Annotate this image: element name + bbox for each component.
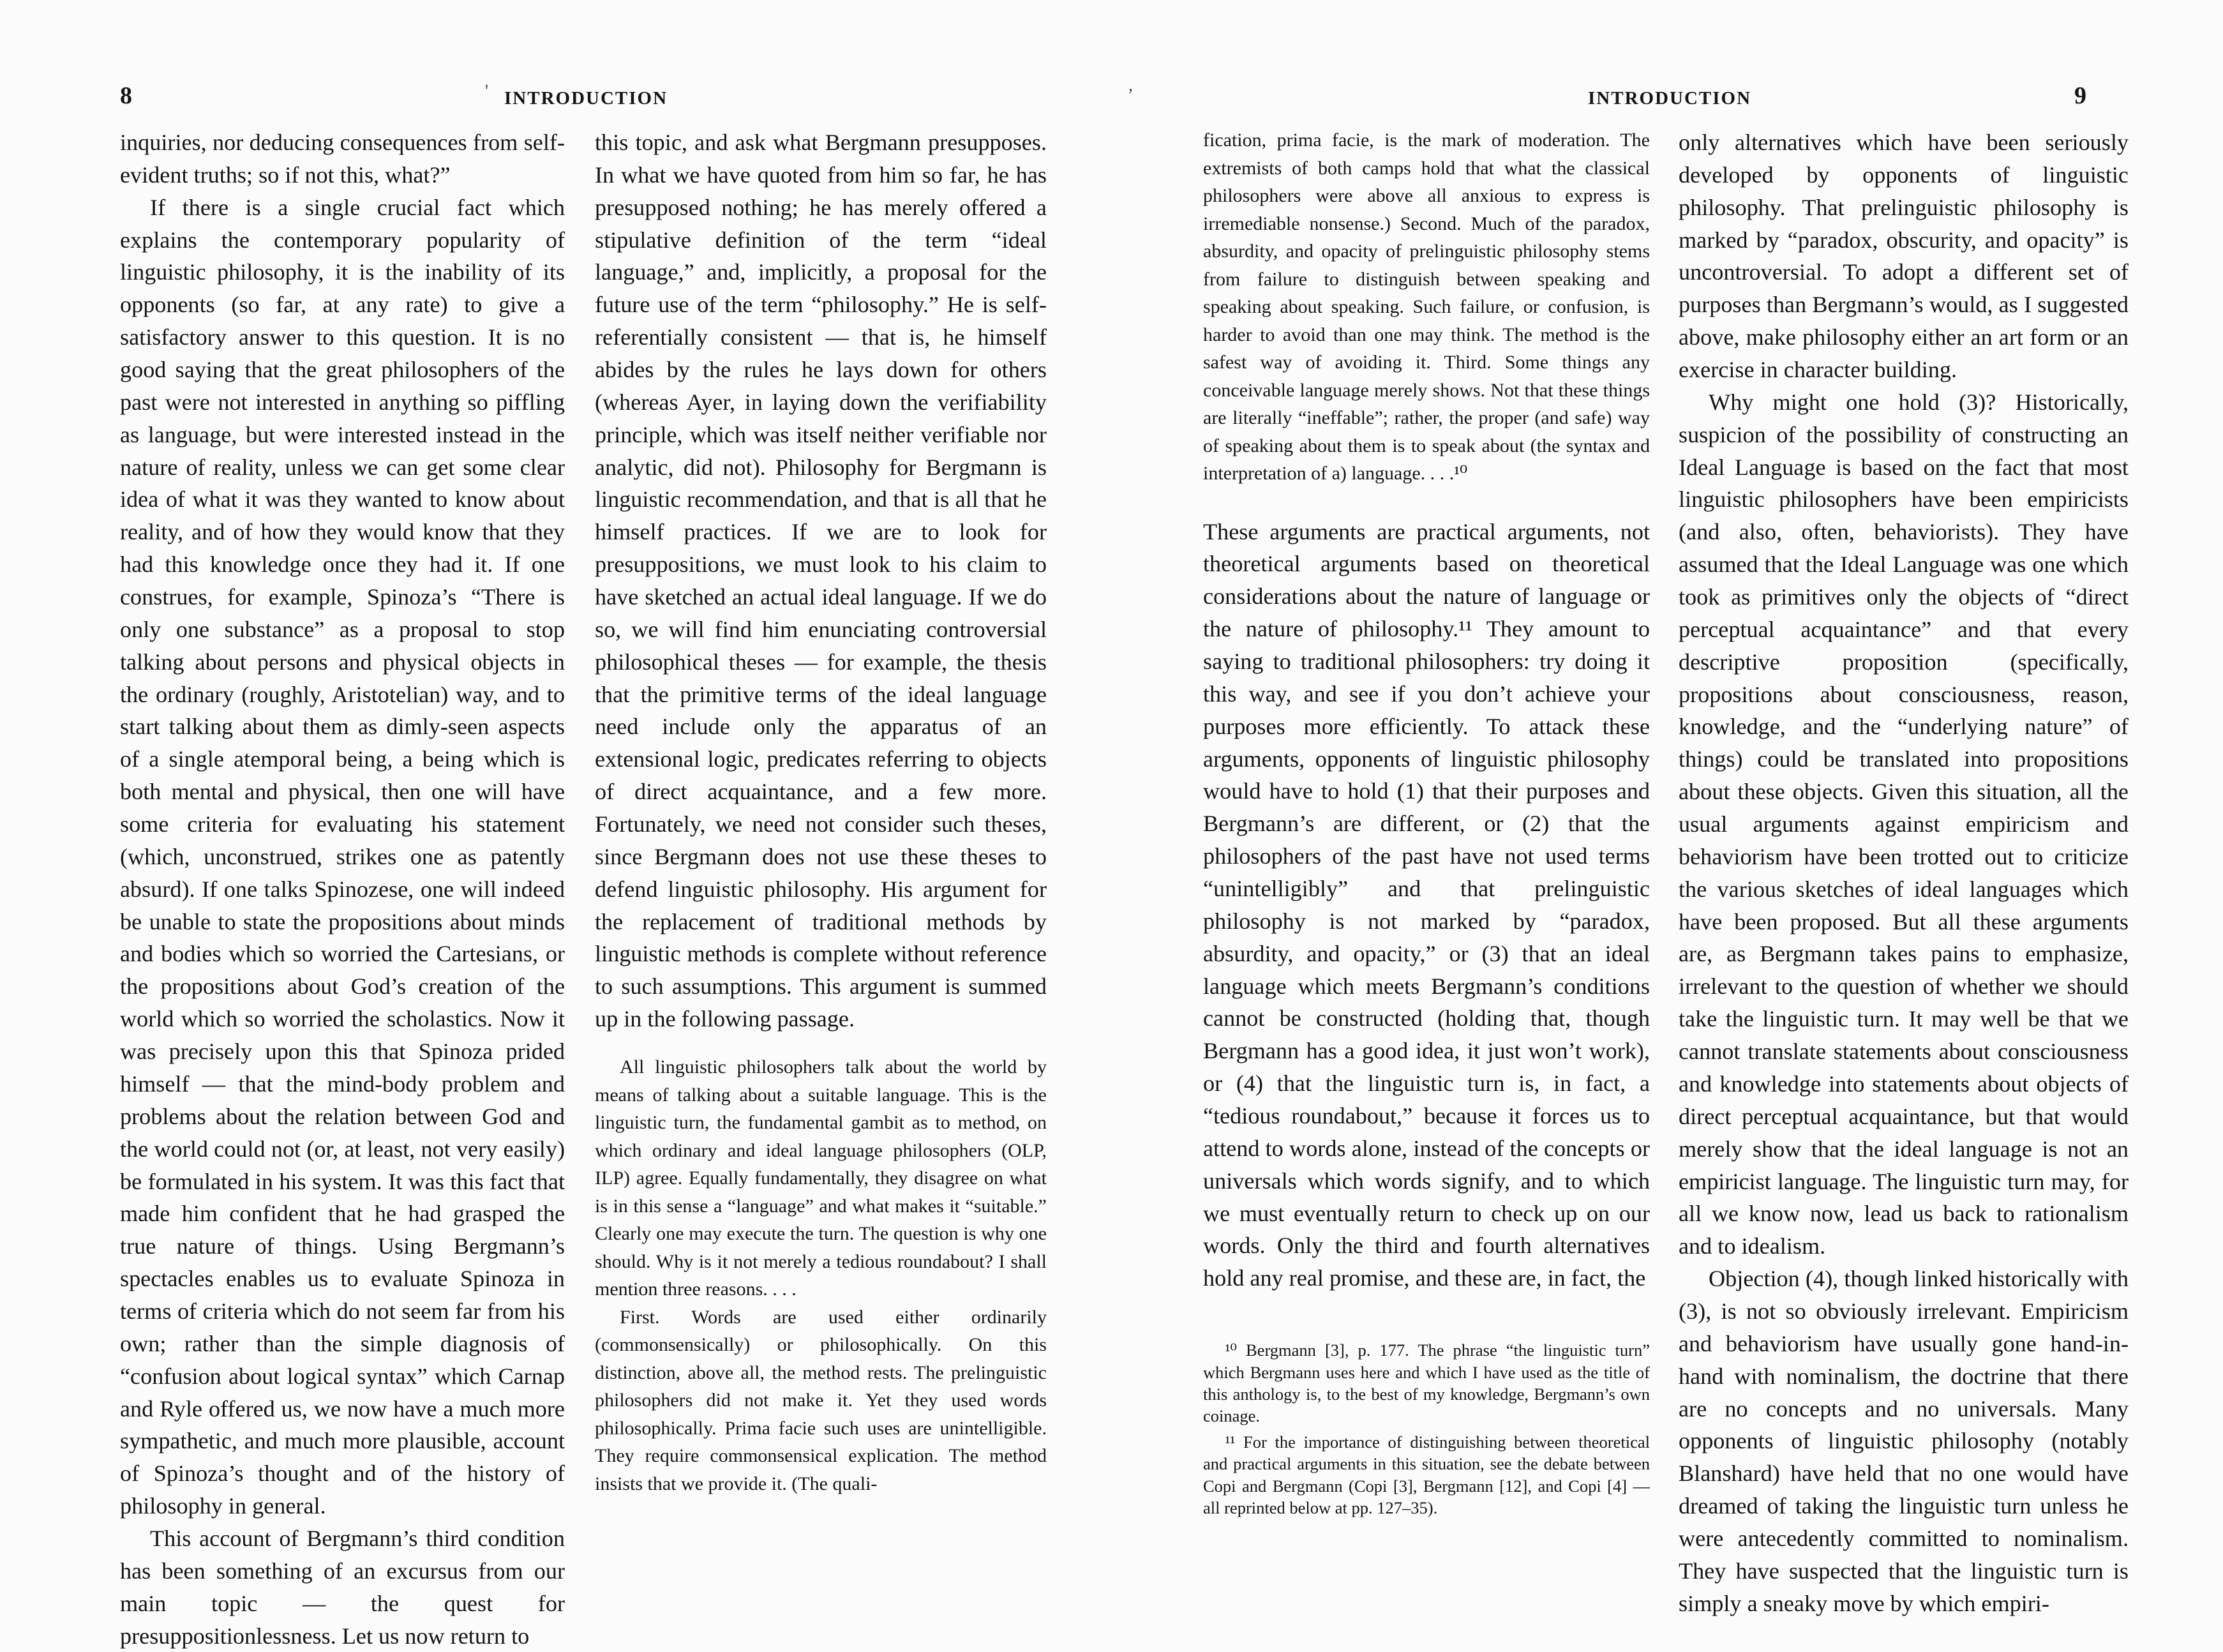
footnote: ¹⁰ Bergmann [3], p. 177. The phrase “the linguistic turn” which Bergmann uses here and which I have used as the title of this anthology is, to the best of my knowledge, Bergmann’s own coinage. <box>1203 1340 1650 1426</box>
paragraph: only alternatives which have been seriously developed by opponents of linguistic philosophy. That prelinguistic philosophy is marked by “paradox, obscurity, and opacity” is uncontroversial. To adopt a different set of purposes than Bergmann’s would, as I suggested above, make philosophy either an art form or an exercise in character building. <box>1679 130 2129 383</box>
paragraph: Objection (4), though linked historically with (3), is not so obviously irrelevant. Empiricism and behaviorism have usually gone hand-in-hand with nominalism, the doctrine that there are no concepts and no universals. Many opponents of linguistic philosophy (notably Blanshard) have held that no one would have dreamed of taking the linguistic turn unless he were antecedently committed to nominalism. They have suspected that the linguistic turn is simply a sneaky move by which empiri- <box>1679 1266 2129 1616</box>
right-column-2 <box>1679 126 2129 1620</box>
footnote: ¹¹ For the importance of distinguishing between theoretical and practical arguments in this situation, see the debate between Copi and Bergmann (Copi [3], Bergmann [12], and Copi [4] — all reprinted below at pp. 127–35). <box>1203 1432 1650 1518</box>
block-quote <box>595 1053 1047 1498</box>
print-speck: ' <box>485 82 489 101</box>
footnotes <box>1203 1339 1650 1519</box>
left-column-2 <box>595 126 1047 1498</box>
left-column-1 <box>120 126 565 1652</box>
paragraph: These arguments are practical arguments, not theoretical arguments based on theoretical considerations about the nature of language or the nature of philosophy.¹¹ They amount to saying to traditional philosophers: try doing it this way, and see if you don’t achieve your purposes more efficiently. To attack these arguments, opponents of linguistic philosophy would have to hold (1) that their purposes and Bergmann’s are different, or (2) that the philosophers of the past have not used terms “unintelligibly” and that prelinguistic philosophy is not marked by “paradox, absurdity, and opacity,” or (3) that an ideal language which meets Bergmann’s conditions cannot be constructed (holding that, though Bergmann has a good idea, it just won’t work), or (4) that the linguistic turn is, in fact, a “tedious roundabout,” because it forces us to attend to words alone, instead of the concepts or universals which words signify, and to which we must eventually return to check up on our words. Only the third and fourth alternatives hold any real promise, and these are, in fact, the <box>1203 518 1650 1291</box>
left-running-head: INTRODUCTION <box>504 88 668 109</box>
quote-paragraph: First. Words are used either ordinarily (commonsensically) or philosophically. On this distinction, above all, the method rests. The prelinguistic philosophers did not make it. Yet they used words philosophically. Prima facie such uses are unintelligible. They require commonsensical explication. The method insists that we provide it. (The quali- <box>595 1306 1047 1494</box>
right-column-1 <box>1203 126 1650 1523</box>
quote-paragraph: All linguistic philosophers talk about the world by means of talking about a suitable language. This is the linguistic turn, the fundamental gambit as to method, on which ordinary and ideal language philosophers (OLP, ILP) agree. Equally fundamentally, they disagree on what is in this sense a “language” and what makes it “suitable.” Clearly one may execute the turn. The question is why one should. Why is it not merely a tedious roundabout? I shall mention three reasons. . . . <box>595 1056 1047 1300</box>
paragraph: this topic, and ask what Bergmann presupposes. In what we have quoted from him so far, he has presupposed nothing; he has merely offered a stipulative definition of the term “ideal language,” and, implicitly, a proposal for the future use of the term “philosophy.” He is self-referentially consistent — that is, he himself abides by the rules he lays down for others (whereas Ayer, in laying down the verifiability principle, which was itself neither verifiable nor analytic, did not). Philosophy for Bergmann is linguistic recommendation, and that is all that he himself practices. If we are to look for presuppositions, we must look to his claim to have sketched an actual ideal language. If we do so, we will find him enunciating controversial philosophical theses — for example, the thesis that the primitive terms of the ideal language need include only the apparatus of an extensional logic, predicates referring to objects of direct acquaintance, and a few more. Fortunately, we need not consider such theses, since Bergmann does not use these theses to defend linguistic philosophy. His argument for the replacement of traditional methods by linguistic methods is complete without reference to such assumptions. This argument is summed up in the following passage. <box>595 130 1047 1032</box>
left-page-number: 8 <box>120 82 132 109</box>
right-running-head: INTRODUCTION <box>1588 88 1752 109</box>
right-page-number: 9 <box>2074 82 2086 109</box>
paragraph: Why might one hold (3)? Historically, suspicion of the possibility of constructing an Ideal Language is based on the fact that most linguistic philosophers have been empiricists (and also, often, behaviorists). They have assumed that the Ideal Language was one which took as primitives only the objects of “direct perceptual acquaintance” and that every descriptive proposition (specifically, propositions about consciousness, reason, knowledge, and the “underlying nature” of things) could be translated into propositions about these objects. Given this situation, all the usual arguments against empiricism and behaviorism have been trotted out to criticize the various sketches of ideal languages which have been proposed. But all these arguments are, as Bergmann takes pains to emphasize, irrelevant to the question of whether we should take the linguistic turn. It may well be that we cannot translate statements about consciousness and knowledge into statements about objects of direct perceptual acquaintance, but that would merely show that the ideal language is not an empiricist language. The linguistic turn may, for all we know now, lead us back to rationalism and to idealism. <box>1679 389 2129 1259</box>
gutter-speck: , <box>1128 75 1133 95</box>
quote-paragraph: fication, prima facie, is the mark of moderation. The extremists of both camps hold that what the classical philosophers were above all anxious to express is irremediable nonsense.) Second. Much of the paradox, absurdity, and opacity of prelinguistic philosophy stems from failure to distinguish between speaking and speaking about speaking. Such failure, or confusion, is harder to avoid than one may think. The method is the safest way of avoiding it. Third. Some things any conceivable language merely shows. Not that these things are literally “ineffable”; rather, the proper (and safe) way of speaking about them is to speak about (the syntax and interpretation of a) language. . . .¹⁰ <box>1203 130 1650 484</box>
paragraph: This account of Bergmann’s third condition has been something of an excursus from our main topic — the quest for presuppositionlessness. Let us now return to <box>120 1525 565 1649</box>
paragraph: If there is a single crucial fact which explains the contemporary popularity of linguistic philosophy, it is the inability of its opponents (so far, at any rate) to give a satisfactory answer to this question. It is no good saying that the great philosophers of the past were not interested in anything so piffling as language, but were interested instead in the nature of reality, unless we can get some clear idea of what it was they wanted to know about reality, and of how they would know that they had this knowledge once they had it. If one construes, for example, Spinoza’s “There is only one substance” as a proposal to stop talking about persons and physical objects in the ordinary (roughly, Aristotelian) way, and to start talking about them as dimly-seen aspects of a single atemporal being, a being which is both mental and physical, then one will have some criteria for evaluating his statement (which, unconstrued, strikes one as patently absurd). If one talks Spinozese, one will indeed be unable to state the propositions about minds and bodies which so worried the Cartesians, or the propositions about God’s creation of the world which so worried the scholastics. Now it was precisely upon this that Spinoza prided himself — that the mind-body problem and problems about the relation between God and the world could not (or, at least, not very easily) be formulated in his system. It was this fact that made him confident that he had grasped the true nature of things. Using Bergmann’s spectacles enables us to evaluate Spinoza in terms of criteria which do not seem far from his own; rather than the simple diagnosis of “confusion about logical syntax” which Carnap and Ryle offered us, we now have a much more sympathetic, and much more plausible, account of Spinoza’s thought and of the history of philosophy in general. <box>120 194 565 1519</box>
paragraph: inquiries, nor deducing consequences from self-evident truths; so if not this, what?” <box>120 130 565 188</box>
block-quote <box>1203 126 1650 488</box>
